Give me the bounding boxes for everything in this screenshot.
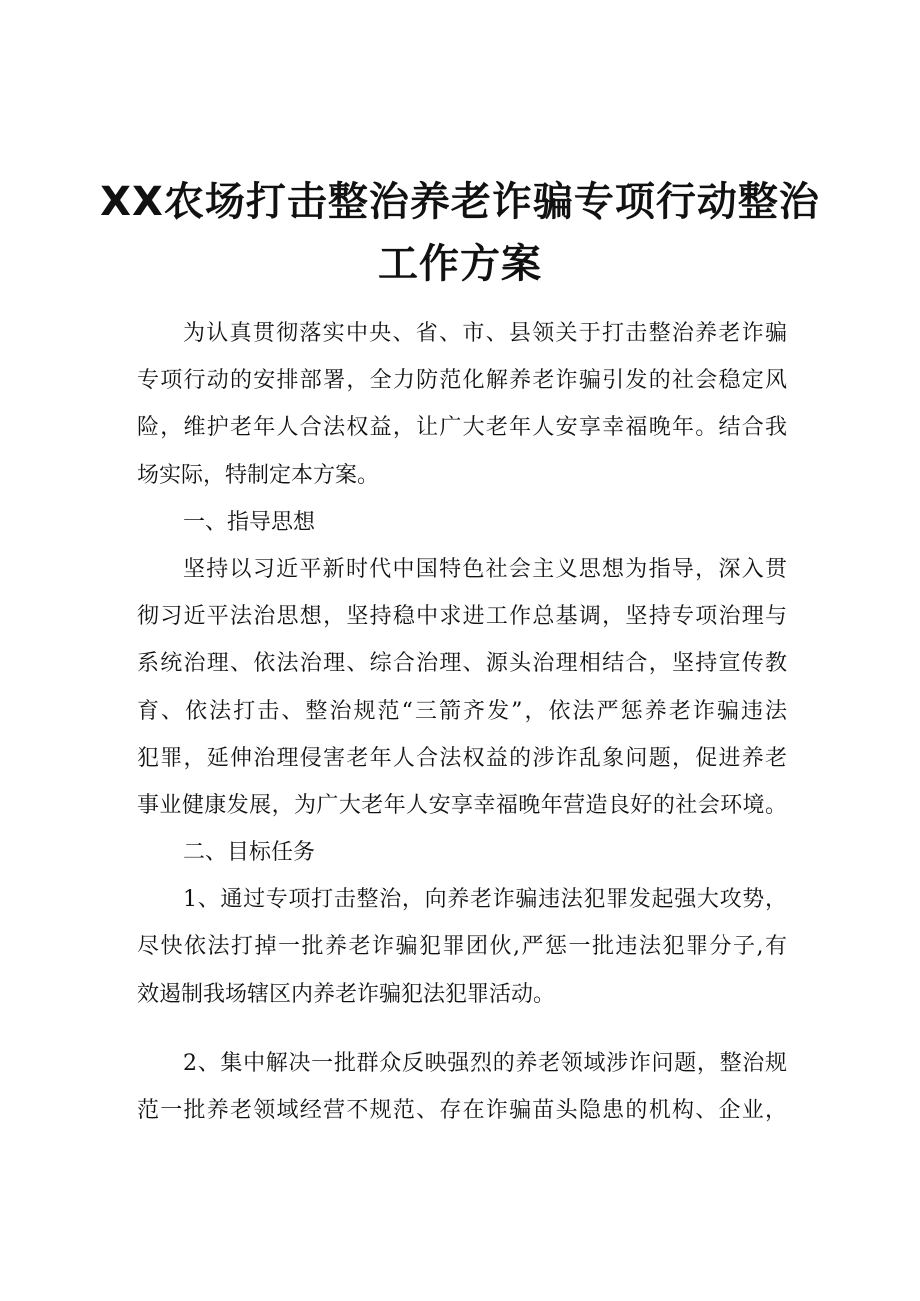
paragraph-line: 育、依法打击、整治规范“三箭齐发”，依法严惩养老诈骗违法 — [137, 698, 787, 724]
section-heading-goals: 二、目标任务 — [183, 840, 316, 866]
paragraph-gap — [137, 1018, 787, 1040]
document-body — [137, 310, 787, 1134]
paragraph-line: 事业健康发展，为广大老年人安享幸福晚年营造良好的社会环境。 — [137, 792, 787, 818]
paragraph-line: 2、集中解决一批群众反映强烈的养老领域涉诈问题，整治规 — [183, 1050, 787, 1076]
intro-line: 为认真贯彻落实中央、省、市、县领关于打击整治养老诈骗 — [183, 321, 787, 346]
paragraph-line: 1、通过专项打击整治，向养老诈骗违法犯罪发起强大攻势， — [183, 887, 787, 913]
paragraph-line: 尽快依法打掉一批养老诈骗犯罪团伙,严惩一批违法犯罪分子,有 — [137, 934, 787, 960]
document-title-line-2: 工作方案 — [378, 241, 542, 287]
paragraph-line: 效遏制我场辖区内养老诈骗犯法犯罪活动。 — [137, 981, 556, 1007]
paragraph-line: 犯罪，延伸治理侵害老年人合法权益的涉诈乱象问题，促进养老 — [137, 745, 787, 771]
paragraph-line: 彻习近平法治思想，坚持稳中求进工作总基调，坚持专项治理与 — [137, 604, 787, 630]
goal-item-2 — [137, 1040, 787, 1134]
intro-line: 场实际，特制定本方案。 — [137, 462, 380, 488]
intro-line: 险，维护老年人合法权益，让广大老年人安享幸福晚年。结合我 — [137, 415, 787, 441]
paragraph-line: 范一批养老领域经营不规范、存在诈骗苗头隐患的机构、企业， — [137, 1098, 787, 1123]
section-heading-guiding-thought: 一、指导思想 — [183, 509, 316, 535]
paragraph-line: 系统治理、依法治理、综合治理、源头治理相结合，坚持宣传教 — [137, 651, 787, 677]
document-title-line-1: XX农场打击整治养老诈骗专项行动整治 — [100, 179, 820, 225]
guiding-thought-paragraph — [137, 546, 787, 829]
intro-line: 专项行动的安排部署，全力防范化解养老诈骗引发的社会稳定风 — [137, 368, 787, 394]
intro-paragraph — [137, 310, 787, 499]
paragraph-line: 坚持以习近平新时代中国特色社会主义思想为指导，深入贯 — [183, 556, 787, 582]
goal-item-1 — [137, 876, 787, 1018]
